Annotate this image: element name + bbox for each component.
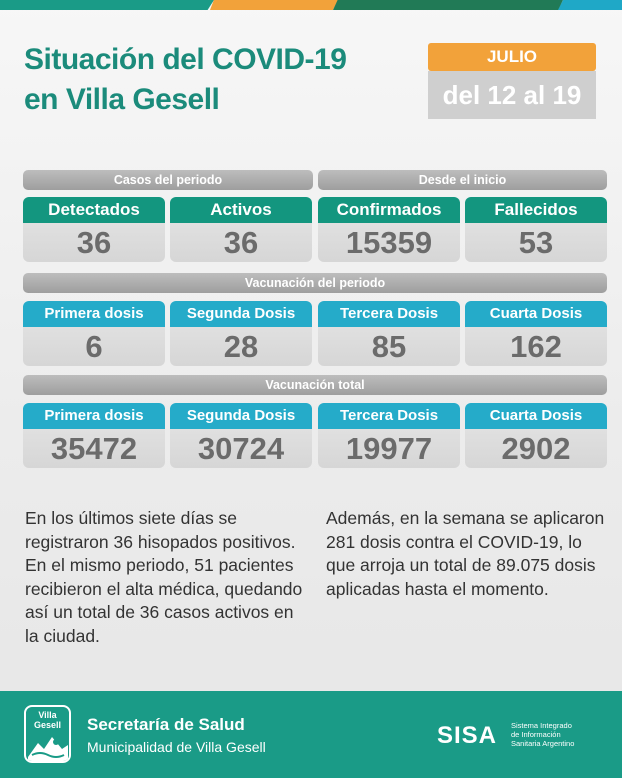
card-value: 35472 bbox=[23, 429, 165, 468]
card-vac-period-third bbox=[318, 301, 460, 366]
card-vac-total-first bbox=[23, 403, 165, 468]
card-vac-period-fourth bbox=[465, 301, 607, 366]
card-activos bbox=[170, 197, 312, 262]
card-value: 15359 bbox=[318, 223, 460, 262]
logo-landscape-icon bbox=[28, 733, 68, 761]
villa-gesell-logo bbox=[24, 705, 71, 763]
sisa-logo-text: SISA bbox=[437, 722, 498, 747]
section-bar-period: Casos del periodo bbox=[23, 170, 313, 190]
card-confirmados bbox=[318, 197, 460, 262]
title-line-2: en Villa Gesell bbox=[24, 83, 220, 116]
card-vac-total-second bbox=[170, 403, 312, 468]
card-vac-total-fourth bbox=[465, 403, 607, 468]
card-label: Cuarta Dosis bbox=[465, 301, 607, 327]
card-value: 19977 bbox=[318, 429, 460, 468]
card-label: Primera dosis bbox=[23, 301, 165, 327]
card-vac-total-third bbox=[318, 403, 460, 468]
month-tag: JULIO bbox=[428, 43, 596, 71]
card-label: Activos bbox=[170, 197, 312, 223]
sisa-line-1: Sistema Integrado bbox=[511, 721, 572, 730]
card-value: 36 bbox=[23, 223, 165, 262]
card-label: Segunda Dosis bbox=[170, 301, 312, 327]
card-label: Cuarta Dosis bbox=[465, 403, 607, 429]
card-label: Segunda Dosis bbox=[170, 403, 312, 429]
top-strip-cyan bbox=[558, 0, 622, 10]
page-title bbox=[24, 40, 404, 120]
card-label: Confirmados bbox=[318, 197, 460, 223]
sisa-description bbox=[511, 721, 611, 748]
logo-text-line-2: Gesell bbox=[33, 720, 62, 730]
card-value: 85 bbox=[318, 327, 460, 366]
card-label: Primera dosis bbox=[23, 403, 165, 429]
card-detectados bbox=[23, 197, 165, 262]
summary-cases-paragraph: En los últimos siete días se registraron 36 hisopados positivos. En el mismo periodo, 51 pacientes recibieron el alta médica, quedando así un total de 36 casos activos en la ciudad. bbox=[25, 508, 303, 646]
municipality-name: Municipalidad de Villa Gesell bbox=[87, 739, 266, 755]
top-strip-teal bbox=[0, 0, 214, 10]
sisa-logo bbox=[437, 721, 509, 747]
card-value: 36 bbox=[170, 223, 312, 262]
card-fallecidos bbox=[465, 197, 607, 262]
top-strip-orange bbox=[210, 0, 338, 10]
logo-text bbox=[26, 710, 69, 730]
card-label: Detectados bbox=[23, 197, 165, 223]
card-value: 30724 bbox=[170, 429, 312, 468]
card-label: Tercera Dosis bbox=[318, 403, 460, 429]
card-vac-period-second bbox=[170, 301, 312, 366]
department-name: Secretaría de Salud bbox=[87, 715, 245, 734]
sisa-line-2: de Información bbox=[511, 730, 561, 739]
footer bbox=[0, 691, 622, 778]
section-bar-since-start: Desde el inicio bbox=[318, 170, 607, 190]
card-value: 28 bbox=[170, 327, 312, 366]
title-line-1: Situación del COVID-19 bbox=[24, 43, 347, 76]
card-value: 6 bbox=[23, 327, 165, 366]
section-bar-vaccination-total: Vacunación total bbox=[23, 375, 607, 395]
summary-vaccination-paragraph: Además, en la semana se aplicaron 281 dosis contra el COVID-19, lo que arroja un total de 89.075 dosis aplicadas hasta el momento. bbox=[326, 508, 605, 599]
card-label: Tercera Dosis bbox=[318, 301, 460, 327]
card-label: Fallecidos bbox=[465, 197, 607, 223]
logo-text-line-1: Villa bbox=[38, 710, 57, 720]
card-value: 2902 bbox=[465, 429, 607, 468]
card-vac-period-first bbox=[23, 301, 165, 366]
sisa-line-3: Sanitaria Argentino bbox=[511, 739, 575, 748]
date-range-tag: del 12 al 19 bbox=[428, 71, 596, 119]
card-value: 53 bbox=[465, 223, 607, 262]
top-strip-green bbox=[333, 0, 563, 10]
card-value: 162 bbox=[465, 327, 607, 366]
section-bar-vaccination-period: Vacunación del periodo bbox=[23, 273, 607, 293]
